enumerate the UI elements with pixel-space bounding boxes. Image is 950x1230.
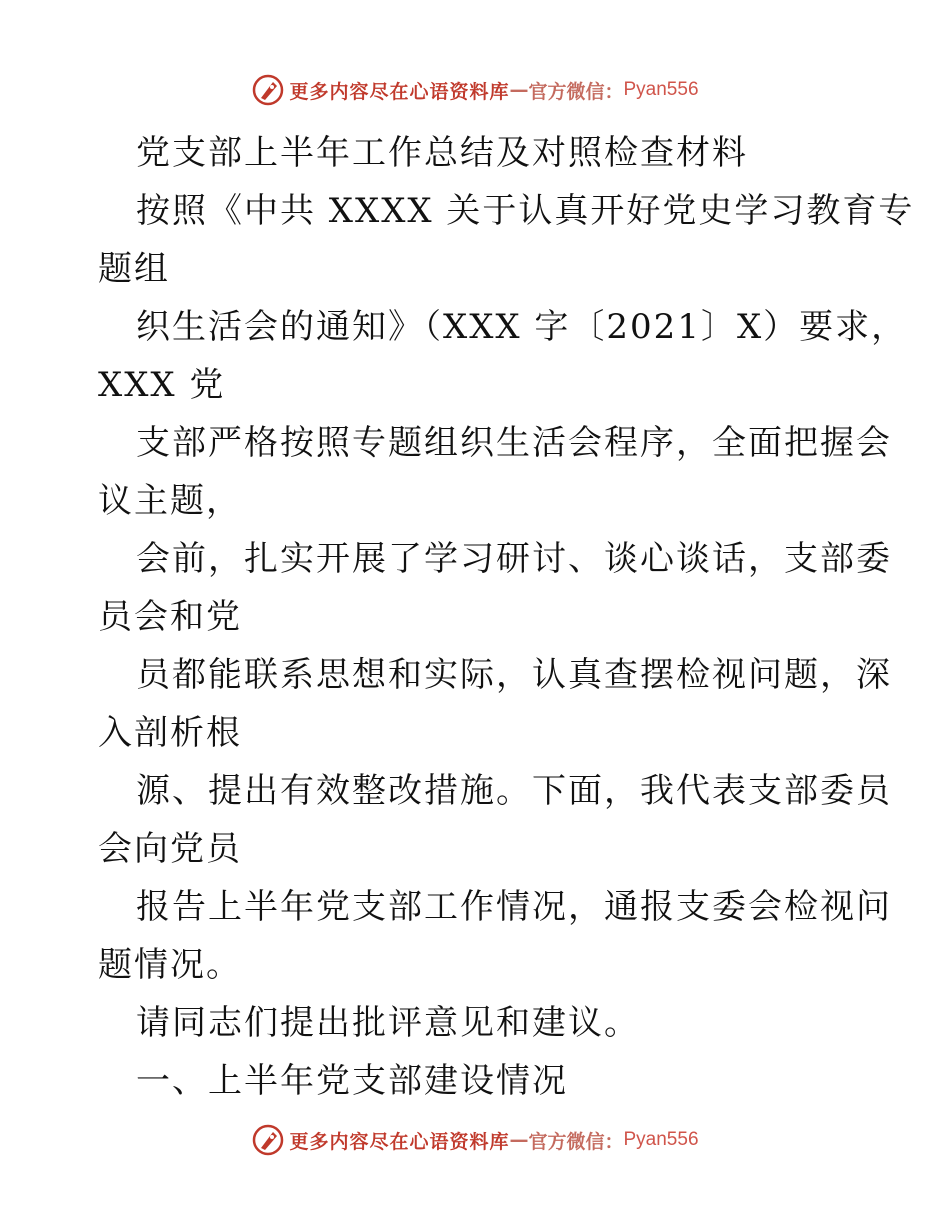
document-line: 请同志们提出批评意见和建议。 <box>136 1003 640 1043</box>
document-line: 会前，扎实开展了学习研讨、谈心谈话，支部委 <box>136 539 892 579</box>
document-line: 支部严格按照专题组织生活会程序，全面把握会 <box>136 423 892 463</box>
document-line: XXX 党 <box>98 365 226 405</box>
document-line: 题组 <box>98 249 170 289</box>
document-line: 议主题， <box>98 481 242 521</box>
document-line: 员都能联系思想和实际，认真查摆检视问题，深 <box>136 655 892 695</box>
watermark-brand: 更多内容尽在心语资料库 <box>289 80 510 103</box>
footer-watermark <box>0 1120 950 1160</box>
fountain-pen-logo-icon <box>251 73 285 107</box>
document-title: 党支部上半年工作总结及对照检查材料 <box>136 133 748 173</box>
document-line: 报告上半年党支部工作情况，通报支委会检视问 <box>136 887 892 927</box>
document-line: 一、上半年党支部建设情况 <box>136 1061 568 1101</box>
fountain-pen-logo-icon <box>251 1123 285 1157</box>
document-line: 员会和党 <box>98 597 242 637</box>
document-body <box>98 124 915 1110</box>
document-line: 织生活会的通知》（XXX 字〔2021〕X）要求， <box>136 307 908 347</box>
document-line: 按照《中共 XXXX 关于认真开好党史学习教育专 <box>136 191 915 231</box>
watermark-wechat-id: Pyan556 <box>623 79 699 100</box>
document-line: 会向党员 <box>98 829 242 869</box>
watermark-separator: — <box>509 79 529 101</box>
document-line: 源、提出有效整改措施。下面，我代表支部委员 <box>136 771 892 811</box>
document-line: 入剖析根 <box>98 713 242 753</box>
watermark-wechat-label: 官方微信： <box>528 1130 624 1153</box>
watermark-wechat-label: 官方微信： <box>528 80 624 103</box>
watermark-wechat-id: Pyan556 <box>623 1129 699 1150</box>
watermark-brand: 更多内容尽在心语资料库 <box>289 1130 510 1153</box>
document-line: 题情况。 <box>98 945 242 985</box>
watermark-separator: — <box>509 1129 529 1151</box>
header-watermark <box>0 70 950 110</box>
